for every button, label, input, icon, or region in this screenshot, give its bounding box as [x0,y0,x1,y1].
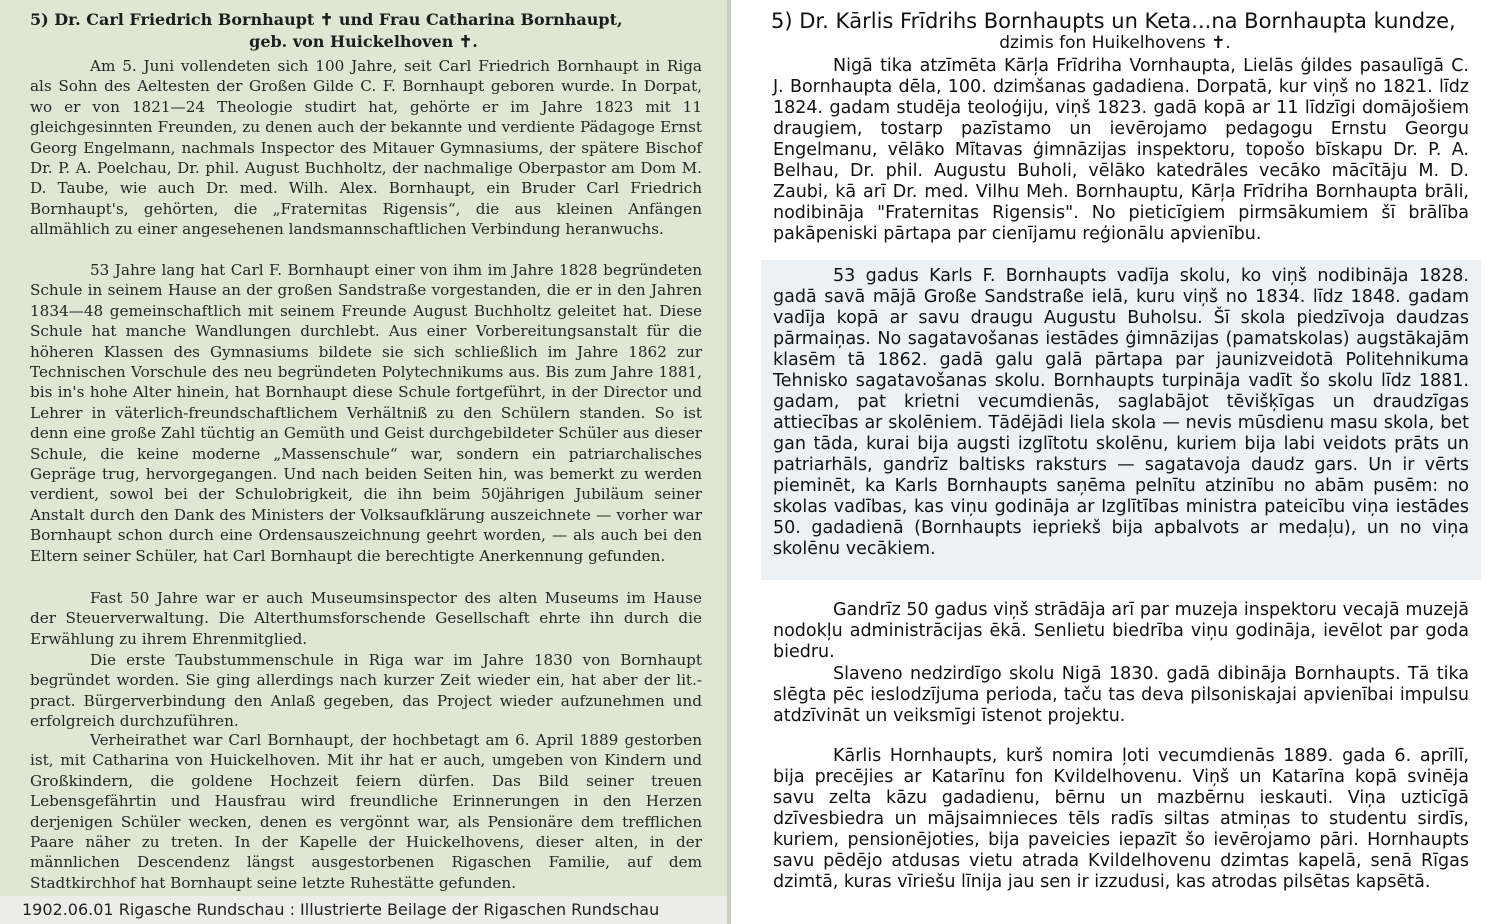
translation-paragraph-2: 53 gadus Karls F. Bornhaupts vadīja skolu, ko viņš nodibināja 1828. gadā savā mājā Große Sandstraße ielā, kuru viņš no 1834. līdz 1848. gadam vadīja kopā ar savu draugu Augustu Buholsu. Šī skola piedzīvoja daudzas pārmaiņas. No sagatavošanas iestādes ģimnāzijas (pamatskolas) augstākajām klasēm tā 1862. gadā galu galā pārtapa par jaunizveidotā Politehnikuma Tehnisko sagatavošanas skolu. Bornhaupts turpināja vadīt šo skolu līdz 1881. gadam, pat krietni vecumdienās, saglabājot tēvišķīgas un draudzīgas attiecības ar skolēniem. Tādējādi liela skola — nevis mūsdienu masu skola, bet gan tāda, kurai bija augsti izglītotu skolēnu, kuriem bija labi veidots prāts un patriarhāls, gandrīz baltisks raksturs — sagatavoja daudz gars. Un ir vērts pieminēt, ka Karls Bornhaupts saņēma pelnītu atzinību no abām pusēm: no skolas vadības, kas viņu godināja ar Izglītības ministra pateicību viņa iestādes 50. gadadienā (Bornhaupts iepriekš bija apbalvots ar medaļu), un no viņa skolēnu vecākiem. [773,266,1469,559]
translation-subheading: dzimis fon Huikelhovens ✝. [999,33,1231,53]
original-paragraph-2: 53 Jahre lang hat Carl F. Bornhaupt einer von ihm im Jahre 1828 begründeten Schule in seinem Hause an der großen Sandstraße vorgestanden, die er in den Jahren 1834—48 gemeinschaftlich mit seinem Freunde August Buchholtz geleitet hat. Diese Schule hat manche Wandlungen durchlebt. Aus einer Vorbereitungsanstalt für die höheren Klassen des Gymnasiums bildete sie sich schließlich im Jahre 1862 zur Technischen Vorschule des neu begründeten Polytechnikums aus. Bis zum Jahre 1881, bis in's hohe Alter hinein, hat Bornhaupt diese Schule fortgeführt, in der Director und Lehrer in väterlich-freundschaftlichem Verhältniß zu den Schülern standen. So ist denn eine große Zahl tüchtig an Gemüth und Geist durchgebildeter Schüler aus dieser Schule, die keine moderne „Massenschule“ war, sondern ein patriarchalisches Gepräge trug, hervorgegangen. Und nach beiden Seiten hin, was bemerkt zu werden verdient, sowol bei der Schulobrigkeit, die ihn beim 50jährigen Jubiläum seiner Anstalt durch den Dank des Ministers der Volksaufklärung auszeichnete — vorher war Bornhaupt schon durch eine Ordensauszeichnung geehrt worden, — als auch bei den Eltern seiner Schüler, hat Carl Bornhaupt die berechtigte Anerkennung gefunden. [30,261,702,565]
source-caption: 1902.06.01 Rigasche Rundschau : Illustrierte Beilage der Rigaschen Rundschau [0,896,727,924]
translation-paragraph-4: Slaveno nedzirdīgo skolu Nigā 1830. gadā dibināja Bornhaupts. Tā tika slēgta pēc ieslodzījuma perioda, taču tas deva pilsoniskajai apvienībai impulsu atdzīvināt un veiksmīgi īstenot projektu. [773,664,1469,726]
translation-heading: 5) Dr. Kārlis Frīdrihs Bornhaupts un Keta...na Bornhaupta kundze, [771,9,1456,33]
original-paragraph-3: Fast 50 Jahre war er auch Museumsinspector des alten Museums im Hause der Steuerverwaltung. Die Alterthumsforschende Gesellschaft ehrte ihn durch die Erwählung zu ihrem Ehrenmitglied. [30,589,702,648]
original-paragraph-1: Am 5. Juni vollendeten sich 100 Jahre, seit Carl Friedrich Bornhaupt in Riga als Sohn des Aeltesten der Großen Gilde C. F. Bornhaupt geboren wurde. In Dorpat, wo er von 1821—24 Theologie studirt hat, gehörte er im Jahre 1823 mit 11 gleichgesinnten Freunden, zu denen auch der bekannte und verdiente Pädagoge Ernst Georg Engelmann, nachmals Inspector des Mitauer Gymnasiums, der spätere Bischof Dr. P. A. Poelchau, Dr. phil. August Buchholtz, der nachmalige Oberpastor am Dom M. D. Taube, wie auch Dr. med. Wilh. Alex. Bornhaupt, ein Bruder Carl Friedrich Bornhaupt's, gehörten, die „Fraternitas Rigensis“, die aus kleinen Anfängen allmählich zu einer angesehenen landsmannschaftlichen Verbindung heranwuchs. [30,57,702,239]
translation-paragraph-1: Nigā tika atzīmēta Kārļa Frīdriha Vornhaupta, Lielās ģildes pasaulīgā C. J. Bornhaupta dēla, 100. dzimšanas gadadiena. Dorpatā, kur viņš no 1821. līdz 1824. gadam studēja teoloģiju, viņš 1823. gadā kopā ar 11 līdzīgi domājošiem draugiem, tostarp pazīstamo un ievērojamo pedagogu Ernstu Georgu Engelmanu, vēlāko Mītavas ģimnāzijas inspektoru, topošo bīskapu Dr. P. A. Belhau, Dr. phil. Augustu Buholi, vēlāko katedrāles vecāko mācītāju M. D. Zaubi, kā arī Dr. med. Vilhu Meh. Bornhauptu, Kārļa Frīdriha Bornhaupta brāli, nodibināja "Fraternitas Rigensis". No pieticīgiem pirmsākumiem šī brālība pakāpeniski pārtapa par cienījamu reģionālu apvienību. [773,56,1469,244]
translation-paragraph-5: Kārlis Hornhaupts, kurš nomira ļoti vecumdienās 1889. gada 6. aprīlī, bija precējies ar Katarīnu fon Kvildelhovenu. Viņš un Katarīna kopā svinēja savu zelta kāzu gadadienu, bērnu un mazbērnu ieskauti. Viņa uzticīgā dzīvesbiedra un mājsaimnieces tēls radīs siltas atmiņas to studentu sirdīs, kuriem, pensionējoties, bija paveicies iepazīt šo ievērojamo pāri. Hornhaupts savu pēdējo atdusas vietu atrada Kvildelhovenu dzimtas kapelā, senā Rīgas dzimtā, kuras vīriešu līnija jau sen ir izzudusi, kas atrodas pilsētas kapsētā. [773,746,1469,892]
translation-paragraph-3: Gandrīz 50 gadus viņš strādāja arī par muzeja inspektoru vecajā muzejā nodokļu administrācijas ēkā. Senlietu biedrība viņu godināja, ievēlot par goda biedru. [773,600,1469,662]
original-paragraph-4: Die erste Taubstummenschule in Riga war im Jahre 1830 von Bornhaupt begründet worden. Sie ging allerdings nach kurzer Zeit wieder ein, hat aber der lit.-pract. Bürgerverbindung den Anlaß gegeben, das Project wieder aufzunehmen und erfolgreich durchzuführen. [30,651,702,731]
translation-panel [731,0,1499,924]
original-heading: 5) Dr. Carl Friedrich Bornhaupt ✝ und Frau Catharina Bornhaupt, [30,10,623,29]
original-scan-panel [0,0,727,924]
original-subheading: geb. von Huickelhoven ✝. [249,32,478,51]
original-paragraph-5: Verheirathet war Carl Bornhaupt, der hochbetagt am 6. April 1889 gestorben ist, mit Catharina von Huickelhoven. Mit ihr hat er auch, umgeben von Kindern und Großkindern, die goldene Hochzeit feiern dürfen. Das Bild seiner treuen Lebensgefährtin und Hausfrau wird freundliche Erinnerungen in den Herzen derjenigen Schüler wecken, denen es vergönnt war, als Pensionäre dem trefflichen Paare näher zu treten. In der Kapelle der Huickelhovens, dieser alten, in der männlichen Descendenz längst ausgestorbenen Rigaschen Familie, auf dem Stadtkirchhof hat Bornhaupt seine letzte Ruhestätte gefunden. [30,731,702,892]
